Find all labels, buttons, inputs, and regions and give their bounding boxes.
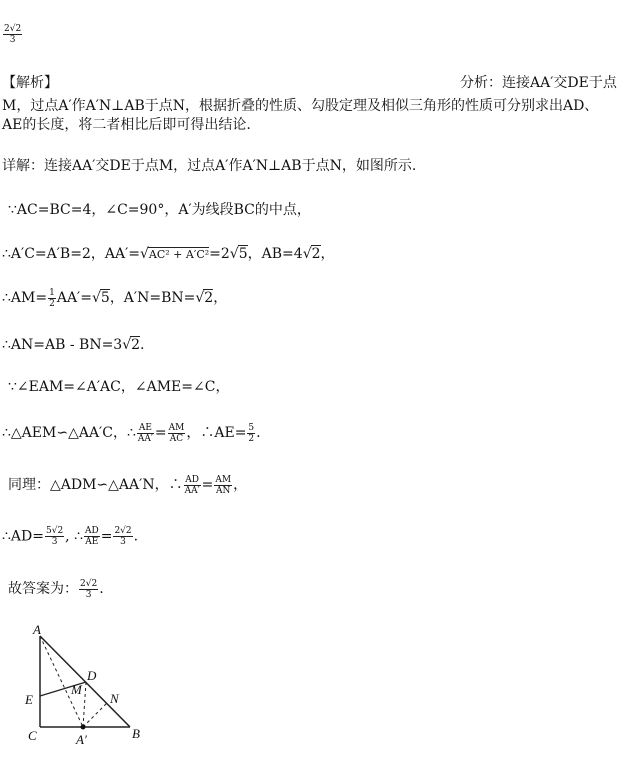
segment-A-prime-N [83,703,107,727]
step-6-text-e: ，∴AE= [186,425,247,441]
step-2-text-a: ∴A′C=A′B=2，AA′= [2,246,140,262]
step-8-frac1-num: 5√2 [45,526,64,536]
step-2-rad-5: 5 [238,246,248,262]
step-4-text-c: . [140,337,145,353]
step-3-text-a: ∴AM= [2,290,48,306]
analysis-line-1: 分析：连接AA′交DE于点 [460,75,617,91]
final-answer-label: 故答案为： [8,581,78,597]
step-6-frac1-num: AE [138,422,152,433]
step-8-text-g: . [133,528,139,545]
step-5: ∵∠EAM=∠A′AC，∠AME=∠C， [8,379,230,395]
step-6-frac2-den: AC [169,433,184,444]
step-2-radicand: AC² + A′C² [148,248,210,261]
detail-line: 详解：连接AA′交DE于点M，过点A′作A′N⊥AB于点N，如图所示. [2,158,417,174]
step-8-frac3-num: 2√2 [114,526,132,536]
step-4-rad-2: 2 [131,337,141,353]
step-4-text-a: ∴AN=AB - BN=3 [2,337,123,353]
step-7-text-a: 同理：△ADM∽△AA′N，∴ [8,477,183,493]
step-7-frac1-num: AD [185,474,199,485]
step-2-text-c: =2 [209,246,230,262]
step-7 [8,474,247,496]
step-8-text-a: ∴AD= [2,528,44,545]
step-8-text-c: , ∴ [65,528,83,545]
step-8-frac2-num: AD [84,526,99,536]
label-E: E [25,692,33,707]
step-1: ∵AC=BC=4，∠C=90°，A′为线段BC的中点， [8,202,311,218]
step-3-text-c: AA′= [56,290,92,306]
top-answer [2,24,23,45]
step-8-frac2-den: AE [85,537,99,547]
label-A-prime: A′ [76,732,87,747]
step-7-frac2-num: AM [215,474,232,485]
step-3-frac-den: 2 [49,298,55,309]
top-answer-num: 2√2 [4,24,22,34]
point-A-prime [81,725,86,730]
label-N: N [110,691,119,706]
step-6 [2,422,261,444]
analysis-line-3: AE的长度，将二者相比后即可得出结论. [2,117,251,133]
step-6-frac3-num: 5 [248,422,255,433]
final-answer-den: 3 [85,589,92,600]
step-3-frac-num: 1 [49,287,55,298]
step-2-rad-2: 2 [311,246,321,262]
top-answer-den: 3 [9,35,16,45]
step-6-frac3-den: 2 [248,433,255,444]
step-6-text-g: . [256,425,261,441]
step-3-rad-2: 2 [204,290,214,306]
step-3-text-g: ， [213,290,228,306]
step-6-frac1-den: AA′ [137,433,153,444]
section-tag: 【解析】 [2,75,58,91]
label-B: B [132,726,140,741]
step-2-text-g: ， [320,246,335,262]
label-C: C [28,728,37,743]
final-answer-end: . [99,581,104,597]
step-8-eq: = [100,528,113,545]
analysis-line-2: M，过点A′作A′N⊥AB于点N，根据折叠的性质、勾股定理及相似三角形的性质可分别求出AD、 [2,98,599,114]
step-2-text-e: ，AB=4 [247,246,303,262]
label-M: M [71,682,82,697]
step-3-rad-5: 5 [100,290,110,306]
label-D: D [87,668,97,683]
step-6-text-a: ∴△AEM∽△AA′C，∴ [2,425,136,441]
step-7-eq: = [201,477,214,493]
segment-DA-prime [83,682,86,727]
step-6-eq: = [154,425,167,441]
final-answer [8,578,104,600]
step-4: ∴AN=AB - BN=3√2. [2,337,145,353]
step-7-frac1-den: AA′ [184,485,200,496]
step-8 [2,526,138,547]
step-6-frac2-num: AM [168,422,185,433]
step-7-text-e: ， [233,477,248,493]
step-8-frac3-den: 3 [120,537,126,547]
step-3-text-e: ，A′N=BN= [109,290,196,306]
final-answer-num: 2√2 [80,578,98,589]
step-7-frac2-den: AN [216,485,231,496]
triangle-figure [20,620,160,750]
step-2: ∴A′C=A′B=2，AA′=√AC² + A′C²=2√5，AB=4√2， [2,246,335,262]
step-3: ∴AM= $\frac{1}{2}$ AA′=√5，A′N=BN=√2， [2,287,228,309]
label-A: A [33,622,41,637]
step-8-frac1-den: 3 [51,537,58,547]
side-AB [40,636,130,727]
